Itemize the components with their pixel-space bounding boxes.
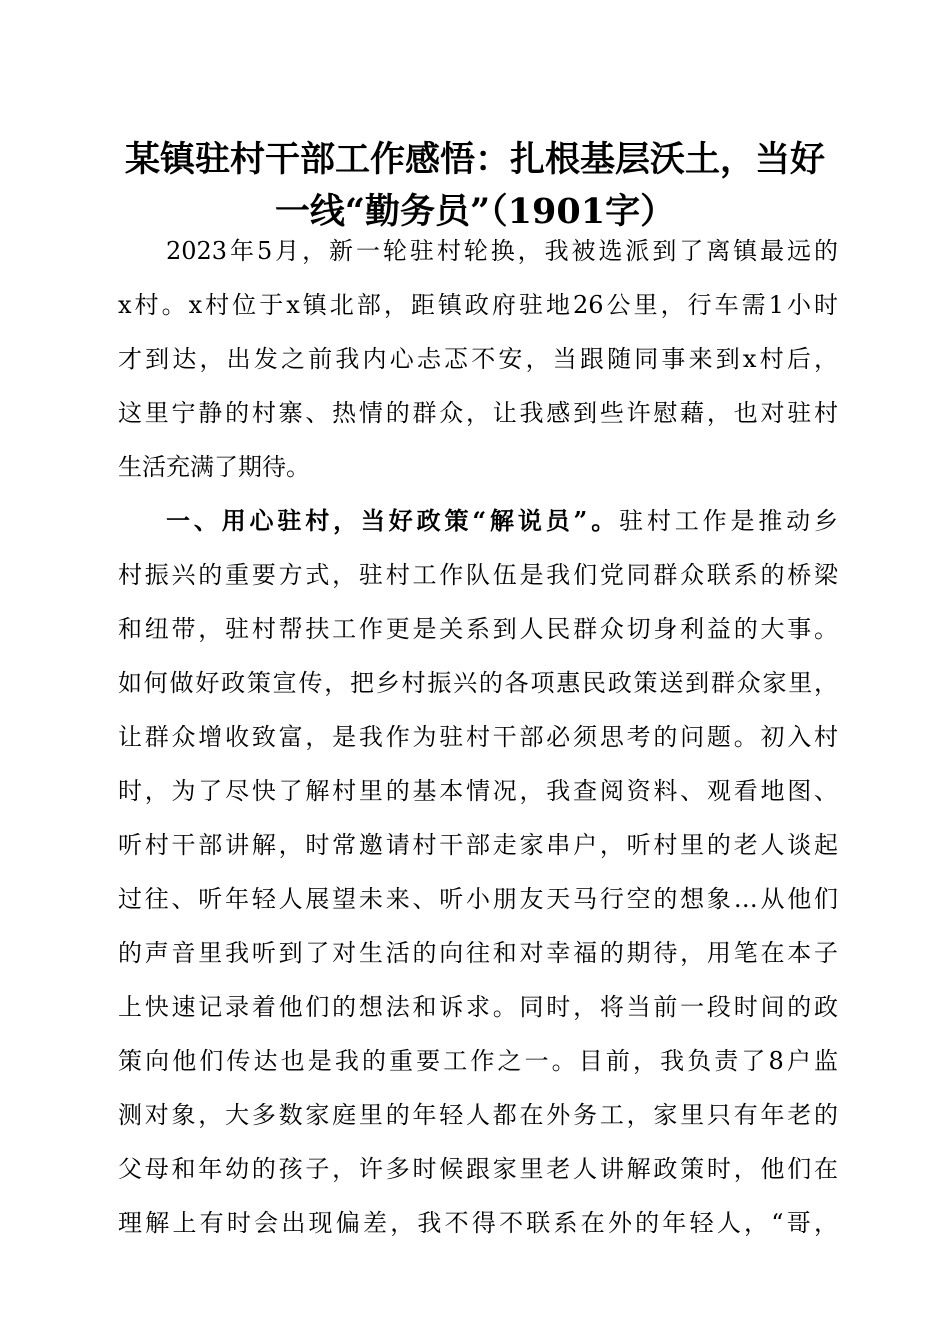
text-line: 村振兴的重要方式，驻村工作队伍是我们党同群众联系的桥梁 <box>118 561 838 589</box>
section-1-first-line-rest: 驻村工作是推动乡 <box>619 507 839 535</box>
text-line: 生活充满了期待。 <box>118 453 310 481</box>
text-line: 如何做好政策宣传，把乡村振兴的各项惠民政策送到群众家里， <box>118 669 838 697</box>
intro-paragraph <box>118 224 838 494</box>
text-line: 理解上有时会出现偏差，我不得不联系在外的年轻人，“哥， <box>118 1209 838 1237</box>
text-line: 策向他们传达也是我的重要工作之一。目前，我负责了8户监 <box>118 1047 838 1075</box>
text-line: 时，为了尽快了解村里的基本情况，我查阅资料、观看地图、 <box>118 777 838 805</box>
section-1-heading: 一、用心驻村，当好政策“解说员”。 <box>166 506 620 535</box>
title-line-1: 某镇驻村干部工作感悟：扎根基层沃土，当好 <box>124 139 825 180</box>
text-line: 父母和年幼的孩子，许多时候跟家里老人讲解政策时，他们在 <box>118 1155 838 1183</box>
text-line: 这里宁静的村寨、热情的群众，让我感到些许慰藉，也对驻村 <box>118 399 838 427</box>
text-line: 2023年5月，新一轮驻村轮换，我被选派到了离镇最远的 <box>166 237 838 265</box>
text-line: 听村干部讲解，时常邀请村干部走家串户，听村里的老人谈起 <box>118 831 838 859</box>
text-line: x村。x村位于x镇北部，距镇政府驻地26公里，行车需1小时 <box>118 291 838 319</box>
text-line: 让群众增收致富，是我作为驻村干部必须思考的问题。初入村 <box>118 723 838 751</box>
document-title <box>100 134 850 238</box>
text-line: 才到达，出发之前我内心忐忑不安，当跟随同事来到x村后， <box>118 345 838 373</box>
text-line: 测对象，大多数家庭里的年轻人都在外务工，家里只有年老的 <box>118 1101 838 1129</box>
text-line: 过往、听年轻人展望未来、听小朋友天马行空的想象…从他们 <box>118 885 838 913</box>
text-line: 和纽带，驻村帮扶工作更是关系到人民群众切身利益的大事。 <box>118 615 838 643</box>
text-line: 的声音里我听到了对生活的向往和对幸福的期待，用笔在本子 <box>118 939 838 967</box>
section-1-first-line <box>118 494 838 548</box>
title-line-2: 一线“勤务员”（1901字） <box>274 191 676 232</box>
section-1-paragraph <box>118 494 838 1250</box>
text-line: 上快速记录着他们的想法和诉求。同时，将当前一段时间的政 <box>118 993 838 1021</box>
